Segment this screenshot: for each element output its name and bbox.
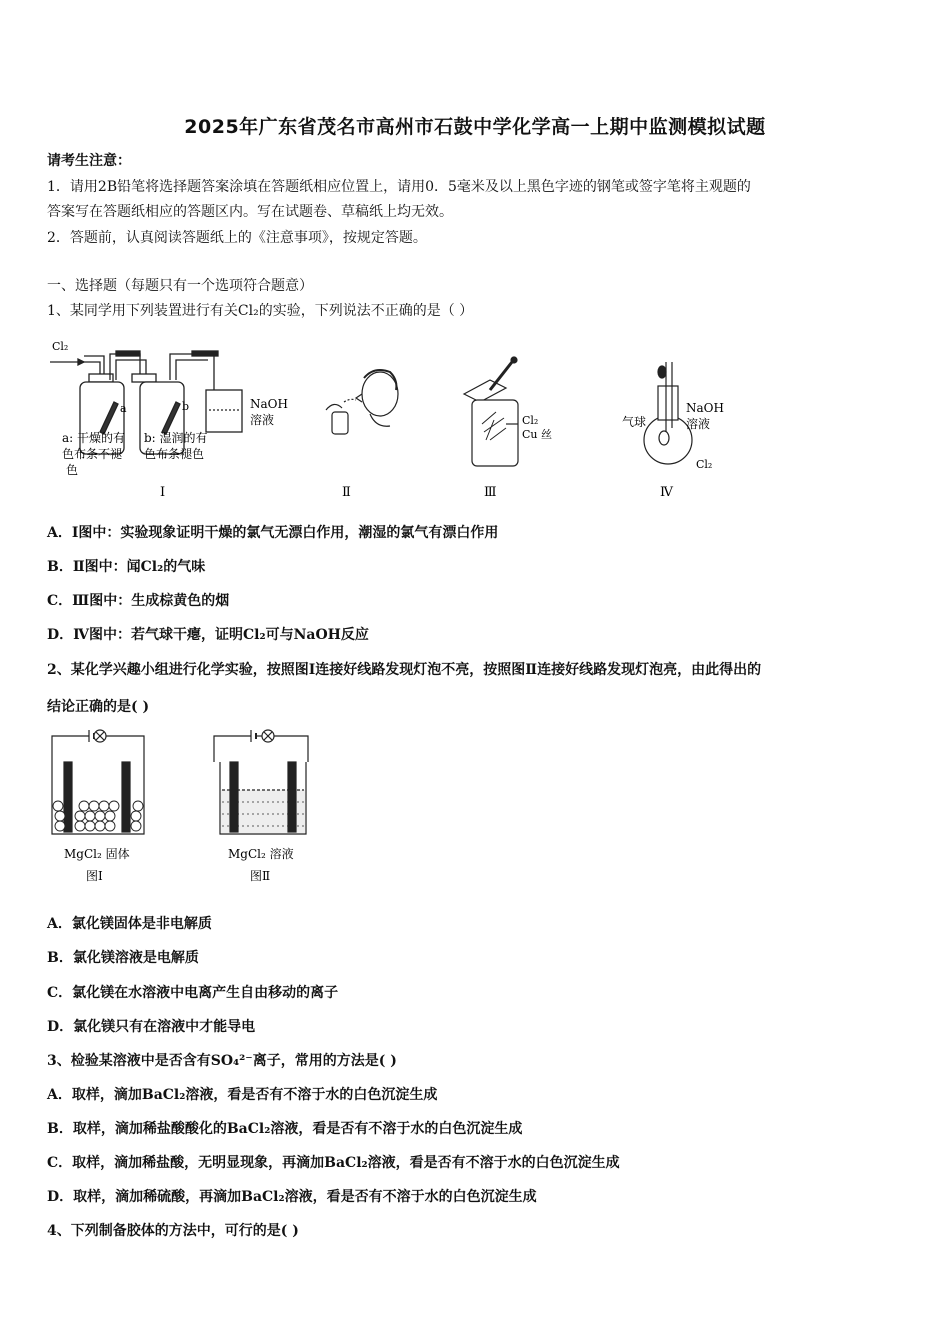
q4-stem: 4、下列制备胶体的方法中，可行的是( ) — [47, 1223, 299, 1239]
fig4-roman-label: Ⅳ — [660, 485, 673, 500]
q2-figure — [44, 726, 344, 891]
notice-line-1b: 答案写在答题纸相应的答题区内。写在试题卷、草稿纸上均无效。 — [47, 204, 453, 220]
fig3-cu-label: Cu 丝 — [522, 428, 552, 441]
fig2-roman-label: Ⅱ — [342, 485, 351, 500]
fig1-solution-label: 溶液 — [250, 413, 275, 427]
q3-option-d: D．取样，滴加稀硫酸，再滴加BaCl₂溶液，看是否有不溶于水的白色沉淀生成 — [47, 1189, 537, 1205]
fig2-person-smelling — [326, 370, 398, 434]
fig1-b-label: b — [182, 400, 190, 413]
fig1-a-label: a — [120, 402, 127, 415]
q2-option-c: C．氯化镁在水溶液中电离产生自由移动的离子 — [47, 985, 339, 1001]
fig1-a-desc-1: a: 干燥的有 — [62, 431, 126, 445]
fig1-b-desc-2: 色布条褪色 — [144, 447, 205, 461]
q1-option-c: C．Ⅲ图中：生成棕黄色的烟 — [47, 593, 230, 609]
q1-stem: 1、某同学用下列装置进行有关Cl₂的实验，下列说法不正确的是（ ） — [47, 303, 474, 319]
fig3-cu-burning — [464, 357, 518, 466]
q1-option-b: B．Ⅱ图中：闻Cl₂的气味 — [47, 559, 206, 575]
q3-option-a: A．取样，滴加BaCl₂溶液，看是否有不溶于水的白色沉淀生成 — [47, 1087, 438, 1103]
q2-stem-2: 结论正确的是( ) — [47, 699, 150, 715]
fig3-cl2-label: Cl₂ — [522, 414, 539, 427]
fig1-naoh-label: NaOH — [250, 397, 288, 411]
notice-line-1a: 1．请用2B铅笔将选择题答案涂填在答题纸相应位置上，请用0．5毫米及以上黑色字迹的钢笔或签字笔将主观题的 — [47, 179, 751, 195]
fig-2-label: 图Ⅱ — [250, 869, 271, 883]
q3-option-c: C．取样，滴加稀盐酸，无明显现象，再滴加BaCl₂溶液，看是否有不溶于水的白色沉淀生成 — [47, 1155, 620, 1171]
fig1-roman-label: Ⅰ — [160, 485, 166, 500]
fig4-balloon-label: 气球 — [622, 415, 647, 429]
fig4-flask-balloon — [644, 362, 692, 464]
q2-option-a: A．氯化镁固体是非电解质 — [47, 916, 212, 932]
fig1-a-desc-3: 色 — [66, 463, 79, 477]
fig1-cl2-label: Cl₂ — [52, 340, 69, 353]
fig1-a-desc-2: 色布条不褪 — [62, 447, 123, 461]
q2-stem-1: 2、某化学兴趣小组进行化学实验，按照图Ⅰ连接好线路发现灯泡不亮，按照图Ⅱ连接好线路发现灯泡亮，由此得出的 — [47, 662, 762, 678]
circuit-2 — [214, 730, 308, 834]
fig4-cl2-label: Cl₂ — [696, 458, 713, 471]
q1-figure — [44, 332, 744, 507]
solid-label: MgCl₂ 固体 — [64, 847, 130, 861]
q1-option-d: D．Ⅳ图中：若气球干瘪，证明Cl₂可与NaOH反应 — [47, 627, 369, 643]
q3-option-b: B．取样，滴加稀盐酸酸化的BaCl₂溶液，看是否有不溶于水的白色沉淀生成 — [47, 1121, 523, 1137]
fig4-naoh-label: NaOH — [686, 401, 724, 415]
q2-option-d: D．氯化镁只有在溶液中才能导电 — [47, 1019, 256, 1035]
page-title: 2025年广东省茂名市高州市石鼓中学化学高一上期中监测模拟试题 — [184, 116, 766, 138]
fig3-roman-label: Ⅲ — [484, 485, 497, 500]
section-heading: 一、选择题（每题只有一个选项符合题意） — [47, 278, 313, 294]
q2-option-b: B．氯化镁溶液是电解质 — [47, 950, 199, 966]
notice-header: 请考生注意： — [47, 153, 131, 169]
notice-line-2: 2．答题前，认真阅读答题纸上的《注意事项》，按规定答题。 — [47, 230, 427, 246]
q3-stem: 3、检验某溶液中是否含有SO₄²⁻离子，常用的方法是( ) — [47, 1053, 397, 1069]
fig-1-label: 图Ⅰ — [86, 869, 103, 883]
fig4-solution-label: 溶液 — [686, 417, 711, 431]
solution-label: MgCl₂ 溶液 — [228, 847, 294, 861]
fig1-b-desc-1: b: 湿润的有 — [144, 431, 208, 445]
q1-option-a: A．Ⅰ图中：实验现象证明干燥的氯气无漂白作用，潮湿的氯气有漂白作用 — [47, 525, 499, 541]
